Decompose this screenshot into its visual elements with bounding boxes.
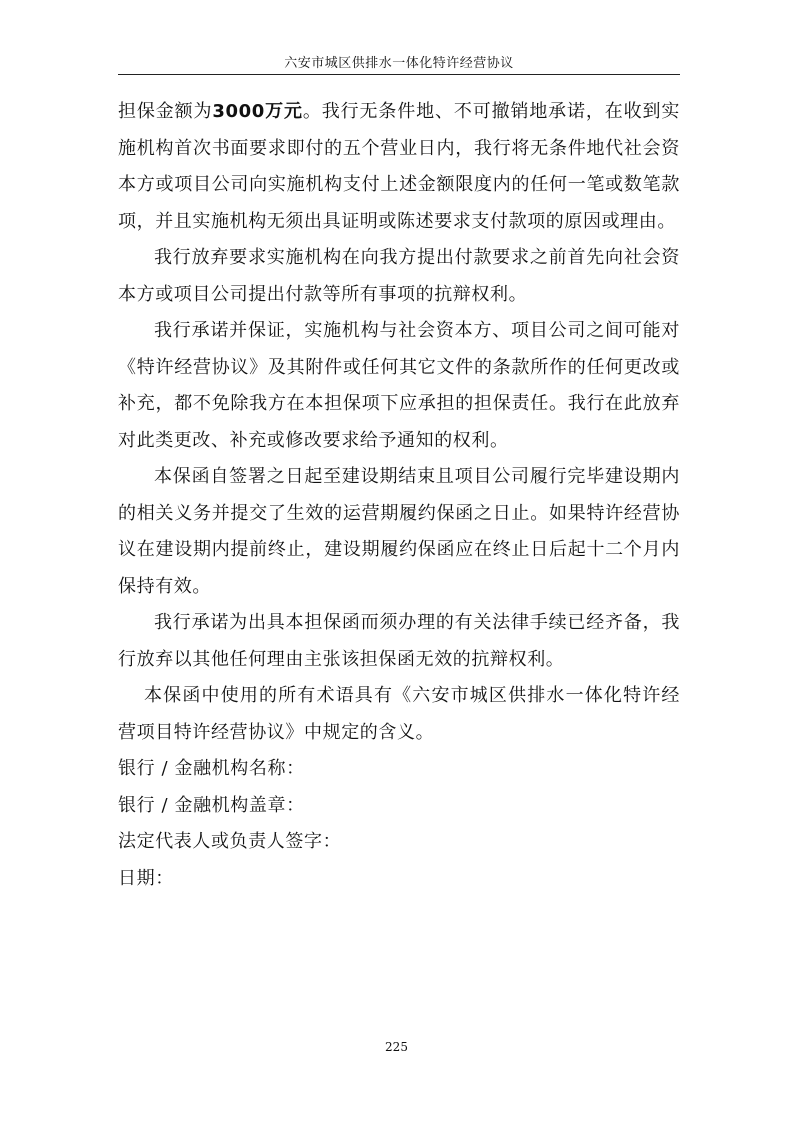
paragraph-text: 。我行无条件地、不可撤销地承诺，在收到实施机构首次书面要求即付的五个营业日内，我行将无条件地代社会资本方或项目公司向实施机构支付上述金额限度内的任何一笔或数笔款项，并且实施机构无须出具证明或陈述要求支付款项的原因或理由。 [118,101,681,232]
paragraph-validity-period: 本保函自签署之日起至建设期结束且项目公司履行完毕建设期内的相关义务并提交了生效的运营期履约保函之日止。如果特许经营协议在建设期内提前终止，建设期履约保函应在终止日后起十二个月内保持有效。 [118,466,680,597]
paragraph-terms-definition: 本保函中使用的所有术语具有《六安市城区供排水一体化特许经营项目特许经营协议》中规定的含义。 [118,685,680,743]
paragraph-waiver-defense: 我行放弃要求实施机构在向我方提出付款要求之前首先向社会资本方或项目公司提出付款等所有事项的抗辩权利。 [118,247,680,305]
document-body [118,94,680,897]
page-header [118,47,680,75]
paragraph-legal-formalities: 我行承诺为出具本担保函而须办理的有关法律手续已经齐备，我行放弃以其他任何理由主张该担保函无效的抗辩权利。 [118,612,680,670]
header-divider [118,74,680,75]
page-number: 225 [385,1040,408,1054]
bank-name-field: 银行 / 金融机构名称： [118,758,305,779]
date-field: 日期： [118,867,174,889]
paragraph-text: 担保金额为 [118,101,213,122]
guarantee-amount: 3000万元 [212,101,303,122]
paragraph-amendment-commitment: 我行承诺并保证，实施机构与社会资本方、项目公司之间可能对《特许经营协议》及其附件或任何其它文件的条款所作的任何更改或补充，都不免除我方在本担保项下应承担的担保责任。我行在此放弃对此类更改、补充或修改要求给予通知的权利。 [118,320,680,451]
paragraph-guarantee-amount [118,94,680,240]
bank-seal-field: 银行 / 金融机构盖章： [118,794,305,816]
header-title: 六安市城区供排水一体化特许经营协议 [284,56,514,71]
signature-field: 法定代表人或负责人签字： [118,831,342,852]
